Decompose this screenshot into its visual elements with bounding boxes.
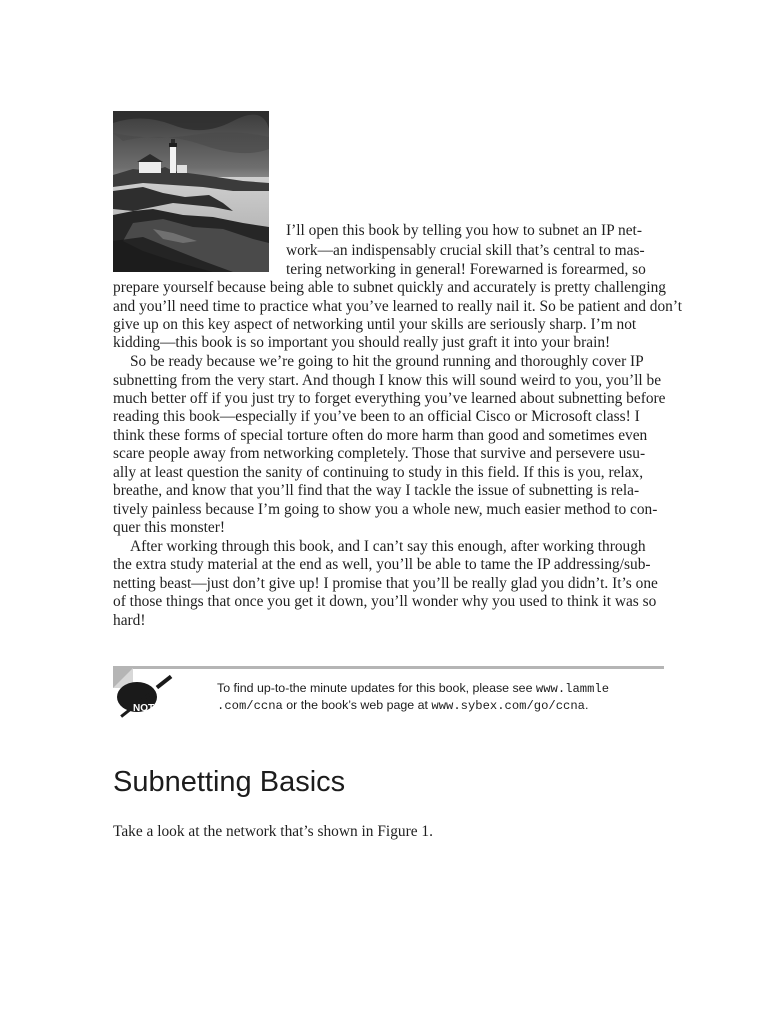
note-text: or the book’s web page at [282, 698, 432, 712]
intro-line: tering networking in general! Forewarned is forearmed, so [286, 261, 646, 278]
intro-line: the extra study material at the end as well, you’ll be able to tame the IP addressing/sub- [113, 556, 651, 573]
note-line-2 [217, 697, 588, 714]
intro-line: I’ll open this book by telling you how to subnet an IP net- [286, 222, 642, 239]
intro-line: breathe, and know that you’ll find that the way I tackle the issue of subnetting is rela- [113, 482, 640, 499]
intro-line: kidding—this book is so important you should really just graft it into your brain! [113, 334, 611, 351]
intro-line: prepare yourself because being able to subnet quickly and accurately is pretty challenging [113, 279, 666, 296]
intro-line: After working through this book, and I can’t say this enough, after working through [130, 538, 646, 555]
intro-line: So be ready because we’re going to hit the ground running and thoroughly cover IP [130, 353, 644, 370]
note-divider [113, 666, 664, 669]
intro-line: give up on this key aspect of networking until your skills are seriously sharp. I’m not [113, 316, 637, 333]
intro-line: of those things that once you get it down, you’ll wonder why you used to think it was so [113, 593, 657, 610]
lighthouse-photo [113, 111, 269, 272]
intro-line: ally at least question the sanity of continuing to study in this field. If this is you, relax, [113, 464, 644, 481]
sybex-url-link[interactable]: www.sybex.com/go/ccna [431, 699, 585, 713]
intro-line: subnetting from the very start. And though I know this will sound weird to you, you’ll be [113, 372, 662, 389]
intro-line: scare people away from networking completely. Those that survive and persevere usu- [113, 445, 646, 462]
intro-line: think these forms of special torture often do more harm than good and sometimes even [113, 427, 648, 444]
intro-line: much better off if you just try to forget everything you’ve learned about subnetting before [113, 390, 666, 407]
section-body: Take a look at the network that’s shown in Figure 1. [113, 823, 433, 840]
intro-line: tively painless because I’m going to show you a whole new, much easier method to con- [113, 501, 658, 518]
intro-line: quer this monster! [113, 519, 225, 536]
note-text: . [584, 698, 589, 712]
intro-line: work—an indispensably crucial skill that’s central to mas- [286, 242, 645, 259]
note-icon [113, 668, 177, 720]
intro-line: and you’ll need time to practice what you’ve learned to really nail it. So be patient and don’t [113, 298, 682, 315]
note-line-1 [217, 680, 609, 697]
note-icon-label: NOTE [133, 703, 161, 714]
intro-line: netting beast—just don’t give up! I promise that you’ll be really glad you didn’t. It’s one [113, 575, 658, 592]
section-heading: Subnetting Basics [113, 766, 346, 798]
note-text: To find up-to-the minute updates for this book, please see [217, 681, 536, 695]
intro-line: hard! [113, 612, 146, 629]
note-url-link[interactable]: www.lammle [535, 682, 610, 696]
intro-line: reading this book—especially if you’ve been to an official Cisco or Microsoft class! I [113, 408, 640, 425]
note-url-link[interactable]: .com/ccna [217, 699, 283, 713]
